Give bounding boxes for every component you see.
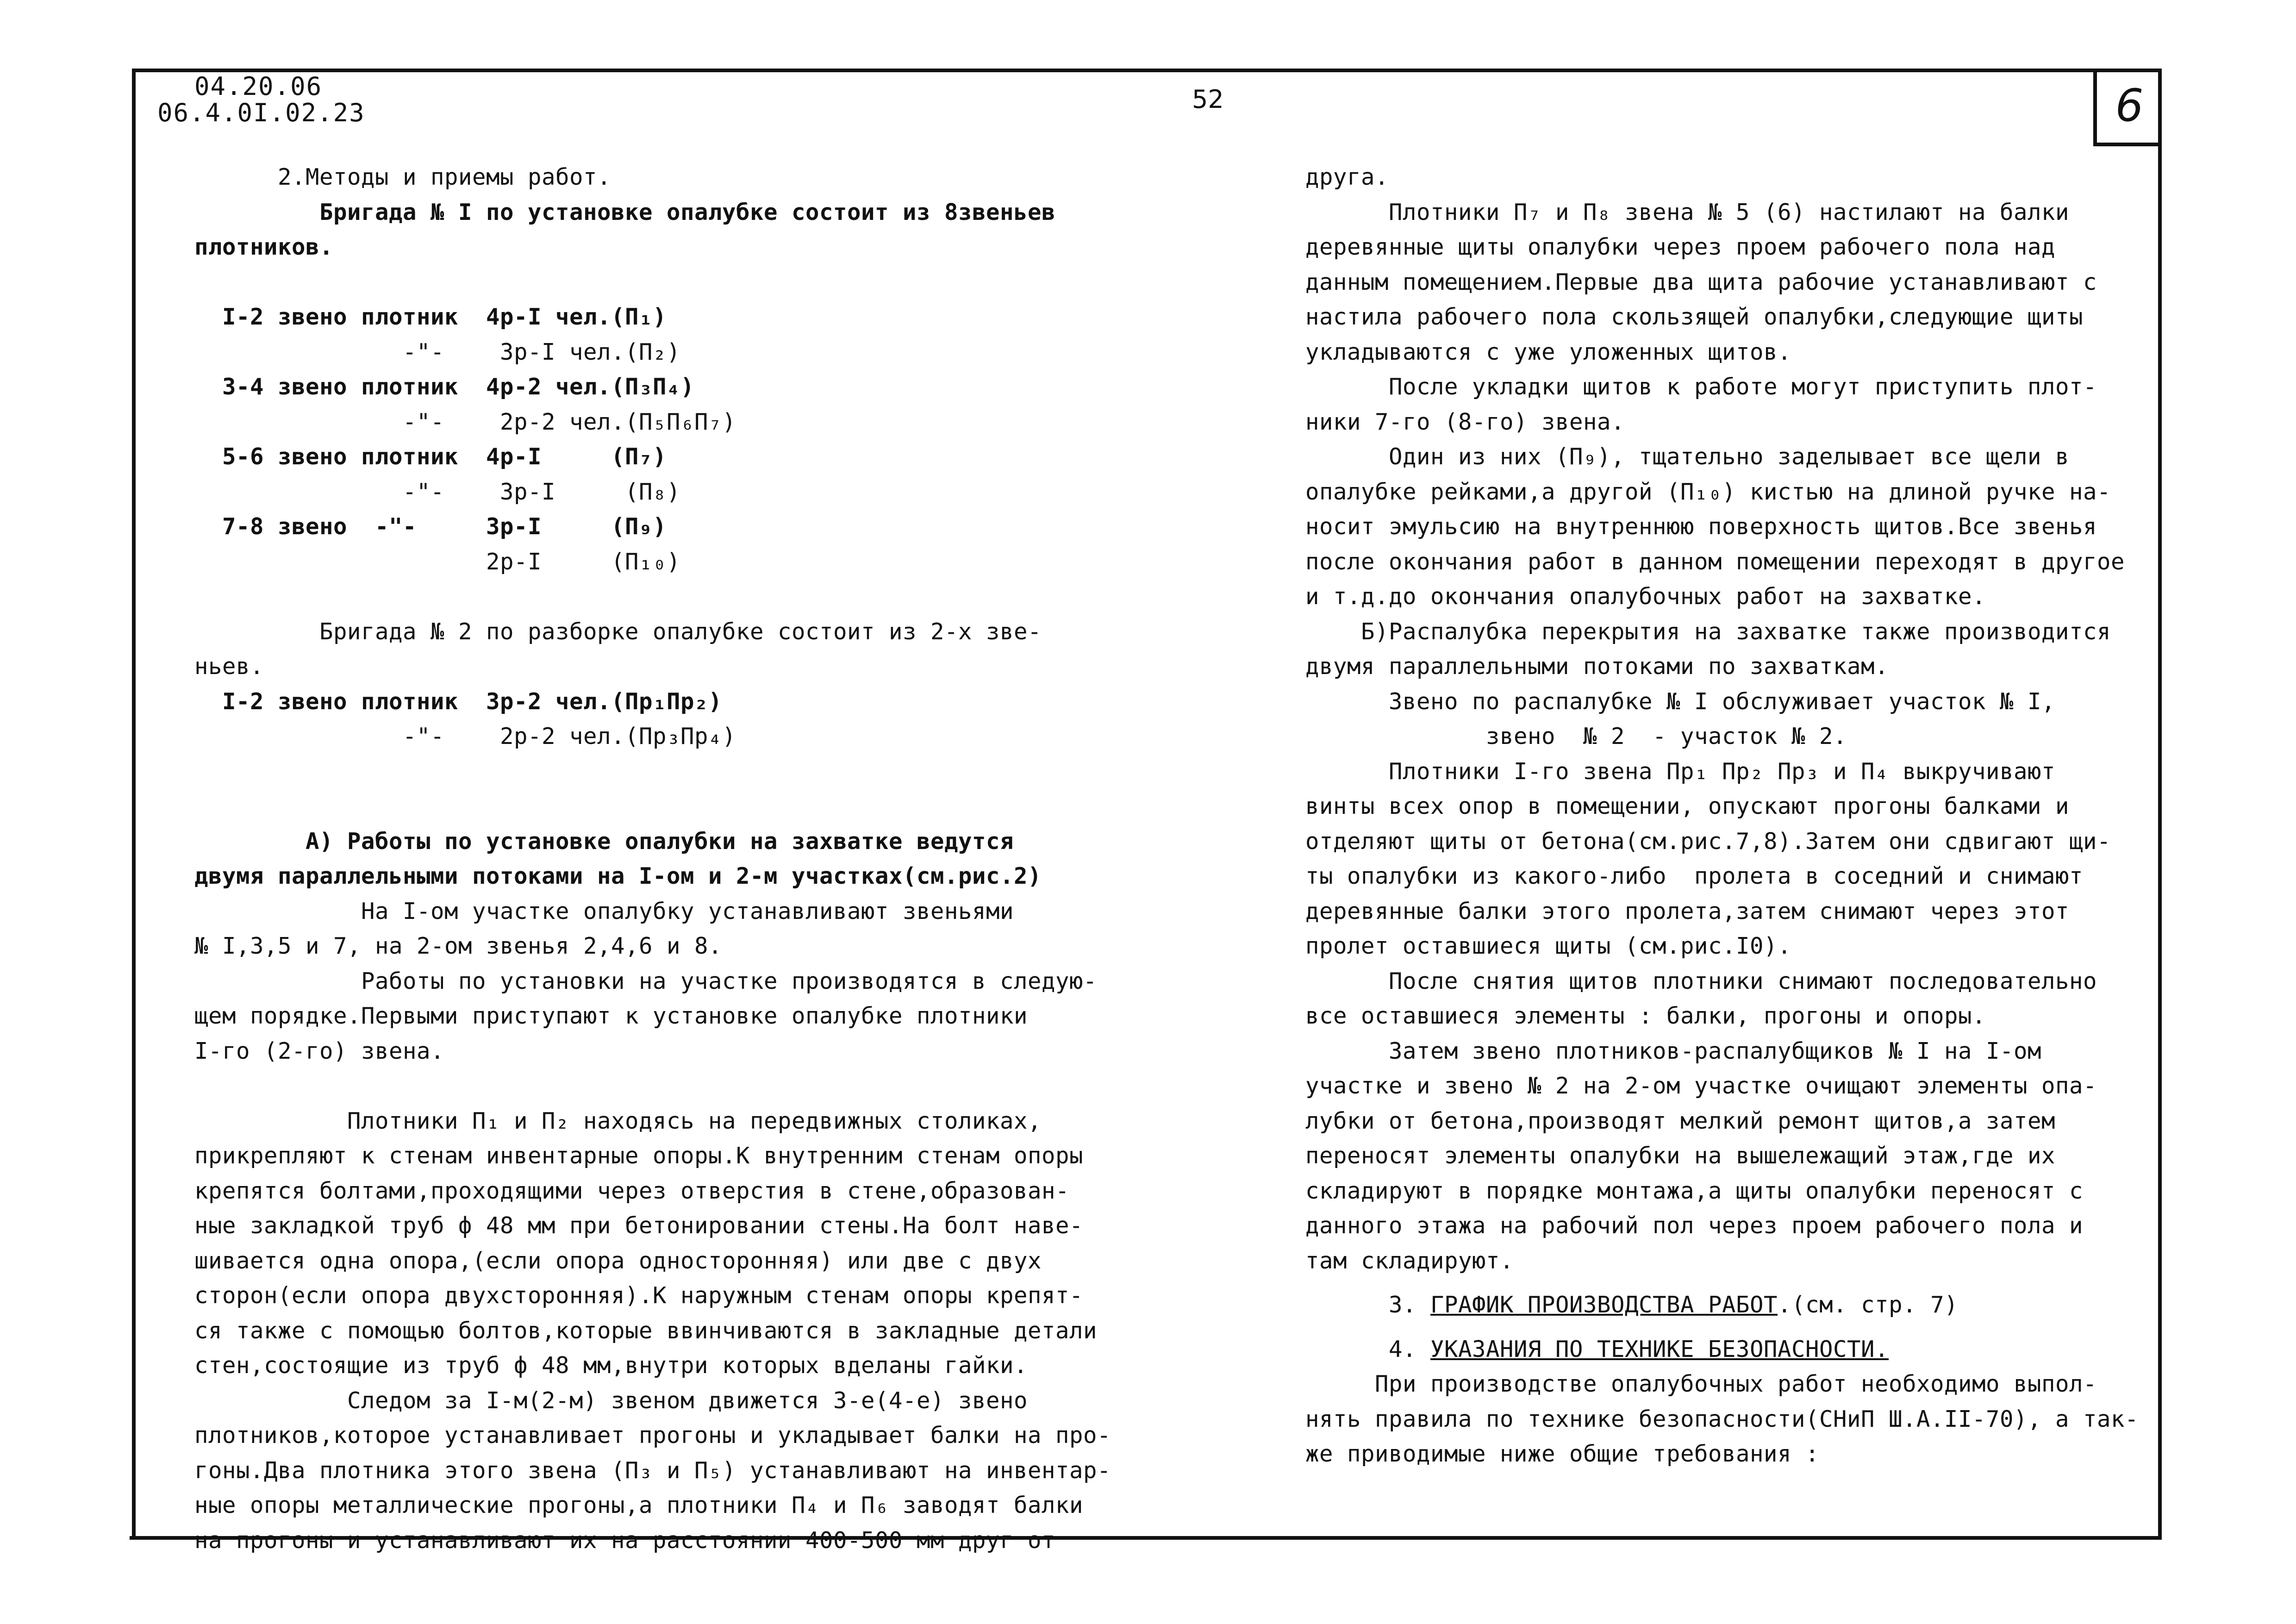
right-text-line: деревянные балки этого пролета,затем снимают через этот [1305, 898, 2070, 924]
right-text-line: опалубке рейками,а другой (П₁₀) кистью на длиной ручке на- [1305, 478, 2111, 505]
left-text-line: 2р-I (П₁₀) [194, 548, 681, 575]
right-text-line: отделяют щиты от бетона(см.рис.7,8).Затем они сдвигают щи- [1305, 828, 2111, 855]
right-text-line: Плотники П₇ и П₈ звена № 5 (6) настилают на балки [1305, 199, 2070, 225]
left-text-line: прикрепляют к стенам инвентарные опоры.К внутренним стенам опоры [194, 1143, 1084, 1169]
document-code-line1: 04.20.06 [194, 72, 323, 101]
right-text-line: складируют в порядке монтажа,а щиты опалубки переносят с [1305, 1177, 2084, 1204]
right-text-line: двумя параллельными потоками по захваткам. [1305, 653, 1889, 680]
left-text-line: шивается одна опора,(если опора односторонняя) или две с двух [194, 1247, 1042, 1274]
left-text-column [194, 160, 1157, 1558]
section3-heading [1305, 1287, 2166, 1323]
sheet-code: 6 [2115, 80, 2144, 131]
right-text-line: участке и звено № 2 на 2-ом участке очищают элементы опа- [1305, 1073, 2097, 1099]
left-text-line: -"- 2р-2 чел.(П₅П₆П₇) [194, 408, 736, 435]
left-text-line: I-2 звено плотник 4р-I чел.(П₁) [194, 304, 667, 330]
left-text-line: Бригада № I по установке опалубке состоит из 8звеньев [194, 199, 1056, 225]
right-text-line: Один из них (П₉), тщательно заделывает все щели в [1305, 443, 2070, 470]
section3-title: ГРАФИК ПРОИЗВОДСТВА РАБОТ [1430, 1292, 1778, 1318]
left-text-line: № I,3,5 и 7, на 2-ом звенья 2,4,6 и 8. [194, 933, 723, 959]
right-text-line: друга. [1305, 164, 1389, 190]
right-text-line: после окончания работ в данном помещении переходят в другое [1305, 548, 2125, 575]
left-text-line [194, 265, 1157, 300]
left-text-line: 7-8 звено -"- 3р-I (П₉) [194, 513, 667, 540]
section3-reference: .(см. стр. 7) [1778, 1292, 1959, 1318]
left-text-line: А) Работы по установке опалубки на захватке ведутся [194, 828, 1014, 855]
right-text-line: После снятия щитов плотники снимают последовательно [1305, 968, 2097, 994]
left-text-line: плотников. [194, 234, 334, 260]
left-text-line: -"- 3р-I чел.(П₂) [194, 338, 681, 365]
left-text-line: 5-6 звено плотник 4р-I (П₇) [194, 443, 667, 470]
right-text-line: и т.д.до окончания опалубочных работ на захватке. [1305, 583, 1986, 610]
left-text-line: Плотники П₁ и П₂ находясь на передвижных столиках, [194, 1107, 1042, 1134]
left-text-line: -"- 3р-I (П₈) [194, 478, 681, 505]
frame-top-border [132, 69, 2162, 72]
left-text-line: сторон(если опора двухсторонняя).К наружным стенам опоры крепят- [194, 1282, 1084, 1309]
right-text-line: укладываются с уже уложенных щитов. [1305, 338, 1792, 365]
document-code-line2: 06.4.0I.02.23 [157, 98, 365, 127]
left-text-line: Работы по установки на участке производятся в следую- [194, 968, 1098, 994]
right-text-line: После укладки щитов к работе могут приступить плот- [1305, 374, 2097, 400]
left-text-line: 2.Методы и приемы работ. [194, 164, 611, 190]
right-text-line: настила рабочего пола скользящей опалубки,следующие щиты [1305, 304, 2084, 330]
section4-title: УКАЗАНИЯ ПО ТЕХНИКЕ БЕЗОПАСНОСТИ. [1430, 1336, 1889, 1362]
right-text-line: Б)Распалубка перекрытия на захватке также производится [1305, 618, 2111, 645]
right-text-lines [1305, 160, 2166, 1278]
left-text-line: щем порядке.Первыми приступают к установке опалубке плотники [194, 1003, 1028, 1029]
left-text-line: I-2 звено плотник 3р-2 чел.(Пр₁Пр₂) [194, 688, 723, 715]
left-text-line: 3-4 звено плотник 4р-2 чел.(П₃П₄) [194, 374, 695, 400]
left-text-line: стен,состоящие из труб ф 48 мм,внутри которых вделаны гайки. [194, 1352, 1028, 1379]
left-text-line: на прогоны и устанавливают их на расстоянии 400-500 мм друг от [194, 1527, 1056, 1554]
left-text-line: -"- 2р-2 чел.(Пр₃Пр₄) [194, 723, 736, 750]
right-text-line: пролет оставшиеся щиты (см.рис.I0). [1305, 933, 1792, 959]
left-text-line: двумя параллельными потоками на I-ом и 2-м участках(см.рис.2) [194, 863, 1042, 889]
left-text-line: ные опоры металлические прогоны,а плотники П₄ и П₆ заводят балки [194, 1492, 1084, 1518]
right-text-line: все оставшиеся элементы : балки, прогоны и опоры. [1305, 1003, 1986, 1029]
left-text-line: ся также с помощью болтов,которые ввинчиваются в закладные детали [194, 1317, 1098, 1344]
section4-text-line: нять правила по технике безопасности(СНиП Ш.А.II-70), а так- [1305, 1405, 2139, 1432]
right-text-line: ты опалубки из какого-либо пролета в соседний и снимают [1305, 863, 2084, 889]
right-text-line: деревянные щиты опалубки через проем рабочего пола над [1305, 234, 2056, 260]
right-text-line: носит эмульсию на внутреннюю поверхность щитов.Все звенья [1305, 513, 2097, 540]
frame-left-border [132, 69, 136, 1540]
left-text-line [194, 754, 1157, 789]
left-text-line: гоны.Два плотника этого звена (П₃ и П₅) устанавливают на инвентар- [194, 1457, 1111, 1484]
left-text-line: На I-ом участке опалубку устанавливают звеньями [194, 898, 1014, 924]
left-text-line [194, 1068, 1157, 1104]
section4-text-line: При производстве опалубочных работ необходимо выпол- [1305, 1371, 2097, 1397]
right-text-line: винты всех опор в помещении, опускают прогоны балками и [1305, 793, 2070, 819]
right-text-line: данным помещением.Первые два щита рабочие устанавливают с [1305, 269, 2097, 295]
section4-number: 4. [1389, 1336, 1417, 1362]
right-text-line: переносят элементы опалубки на вышележащий этаж,где их [1305, 1143, 2056, 1169]
left-text-line: ные закладкой труб ф 48 мм при бетонировании стены.На болт наве- [194, 1212, 1084, 1239]
right-text-line: ники 7-го (8-го) звена. [1305, 408, 1625, 435]
right-text-line: данного этажа на рабочий пол через проем рабочего пола и [1305, 1212, 2084, 1239]
right-text-line: Плотники I-го звена Пр₁ Пр₂ Пр₃ и П₄ выкручивают [1305, 758, 2056, 785]
left-text-line: ньев. [194, 653, 264, 680]
left-text-line: I-го (2-го) звена. [194, 1037, 445, 1064]
left-text-line: Бригада № 2 по разборке опалубке состоит из 2-х зве- [194, 618, 1042, 645]
left-text-line: крепятся болтами,проходящими через отверстия в стене,образован- [194, 1177, 1070, 1204]
left-text-line [194, 579, 1157, 614]
right-text-line: там складируют. [1305, 1247, 1514, 1274]
section4-text [1305, 1367, 2166, 1472]
right-text-line: Звено по распалубке № I обслуживает участок № I, [1305, 688, 2056, 715]
sheet-code-box [2093, 69, 2162, 146]
left-text-line: плотников,которое устанавливает прогоны и укладывает балки на про- [194, 1422, 1111, 1449]
right-text-line: Затем звено плотников-распалубщиков № I на I-ом [1305, 1037, 2042, 1064]
section3-number: 3. [1389, 1292, 1417, 1318]
left-text-line: Следом за I-м(2-м) звеном движется 3-е(4-е) звено [194, 1387, 1028, 1414]
right-text-line: звено № 2 - участок № 2. [1305, 723, 1847, 750]
right-text-line: лубки от бетона,производят мелкий ремонт щитов,а затем [1305, 1107, 2056, 1134]
left-text-line [194, 789, 1157, 824]
section4-text-line: же приводимые ниже общие требования : [1305, 1441, 1820, 1467]
page-number: 52 [1192, 85, 1224, 114]
right-text-column [1305, 160, 2166, 1472]
section4-heading [1305, 1332, 2166, 1367]
